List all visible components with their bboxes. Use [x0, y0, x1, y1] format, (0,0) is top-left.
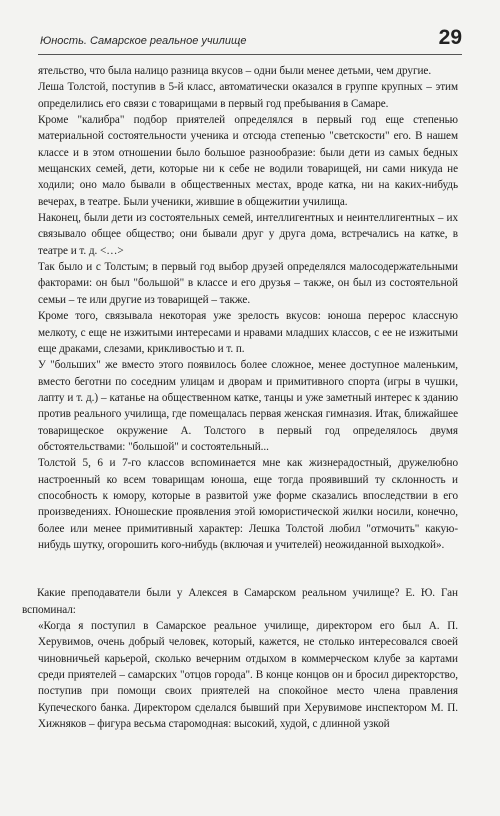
- paragraph: Леша Толстой, поступив в 5-й класс, автоматически оказался в группе крупных – этим определились его связи с товарищами в первый год пребывания в Самаре.: [38, 81, 458, 110]
- header-rule: [38, 54, 462, 55]
- paragraph: Кроме того, связывала некоторая уже зрелость вкусов: юноша перерос классную мелкоту, с еще не изжитыми интересами и нравами младших классов, с ее не изжитыми еще драками, слезами, крикливостью и т. п.: [38, 310, 458, 355]
- running-head: Юность. Самарское реальное училище: [40, 35, 247, 47]
- lead-paragraph: Какие преподаватели были у Алексея в Самарском реальном училище? Е. Ю. Ган вспоминал:: [22, 587, 458, 616]
- paragraph: У "больших" же вместо этого появилось более сложное, менее доступное маленьким, вместо беготни по соседним улицам и дворам и примитивного спорта (игры в чушки, лапту и т. д.) – катанье на общественном катке, танцы и уже заметный интерес к зданию против реального училища, где помещалась первая женская гимназия. Итак, ближайшее товарищеское окружение А. Толстого в первый год определялось двумя обстоятельствами: "большой" и состоятельный...: [38, 359, 458, 453]
- paragraph: Толстой 5, 6 и 7-го классов вспоминается мне как жизнерадостный, дружелюбно настроенный ко всем товарищам юноша, еще тогда проявивший ту склонность и способность к юмору, которые в развитой уже форме сказались впоследствии в его произведениях. Юношеские проявления этой юмористической жилки носили, конечно, более или менее примитивный характер: Лешка Толстой любил "отмочить" какую-нибудь шутку, огорошить кого-нибудь (включая и учителей) неожиданной выходкой».: [38, 457, 458, 551]
- page-header: [38, 28, 462, 52]
- paragraph: ятельство, что была налицо разница вкусов – одни были менее детьми, чем другие.: [38, 65, 432, 77]
- paragraph: Кроме "калибра" подбор приятелей определялся в первый год еще степенью материальной состоятельности ученика и отсюда степенью "светскости" его. В нашем классе и в этом отношении было большое разнообразие: были дети из самых бедных мещанских семей, дети, которые ни к себе не водили товарищей, ни сами никуда не ходили; оно мало бывали в общественных местах, вроде катка, ни на каких-нибудь вечерах, в театре. Были ученики, жившие в общежитии училища.: [38, 114, 458, 208]
- body-text: [22, 63, 458, 732]
- paragraph: Так было и с Толстым; в первый год выбор друзей определялся малосодержательными факторами: он был "большой" в классе и его друзья – также, он был из состоятельной семьи – те или другие из товарищей – также.: [38, 261, 458, 306]
- page-number: 29: [438, 26, 462, 49]
- section-gap: [60, 553, 458, 585]
- quote-paragraph: «Когда я поступил в Самарское реальное училище, директором его был А. П. Херувимов, очень добрый человек, который, кажется, не столько интересовался своей чиновничьей карьерой, сколько вечерним отдыхом в коммерческом клубе за картами среди приятелей – самарских "отцов города". В конце концов он и бросил директорство, поступив при помощи своих приятелей на спокойное место члена правления Купеческого банка. Директором сделался бывший при Херувимове инспектором М. П. Хижняков – фигура весьма старомодная: высокий, худой, с длинной узкой: [38, 620, 458, 731]
- paragraph: Наконец, были дети из состоятельных семей, интеллигентных и неинтеллигентных – их связывало общее общество; они бывали друг у друга дома, встречались на катке, в театре и т. д. <…>: [38, 212, 458, 257]
